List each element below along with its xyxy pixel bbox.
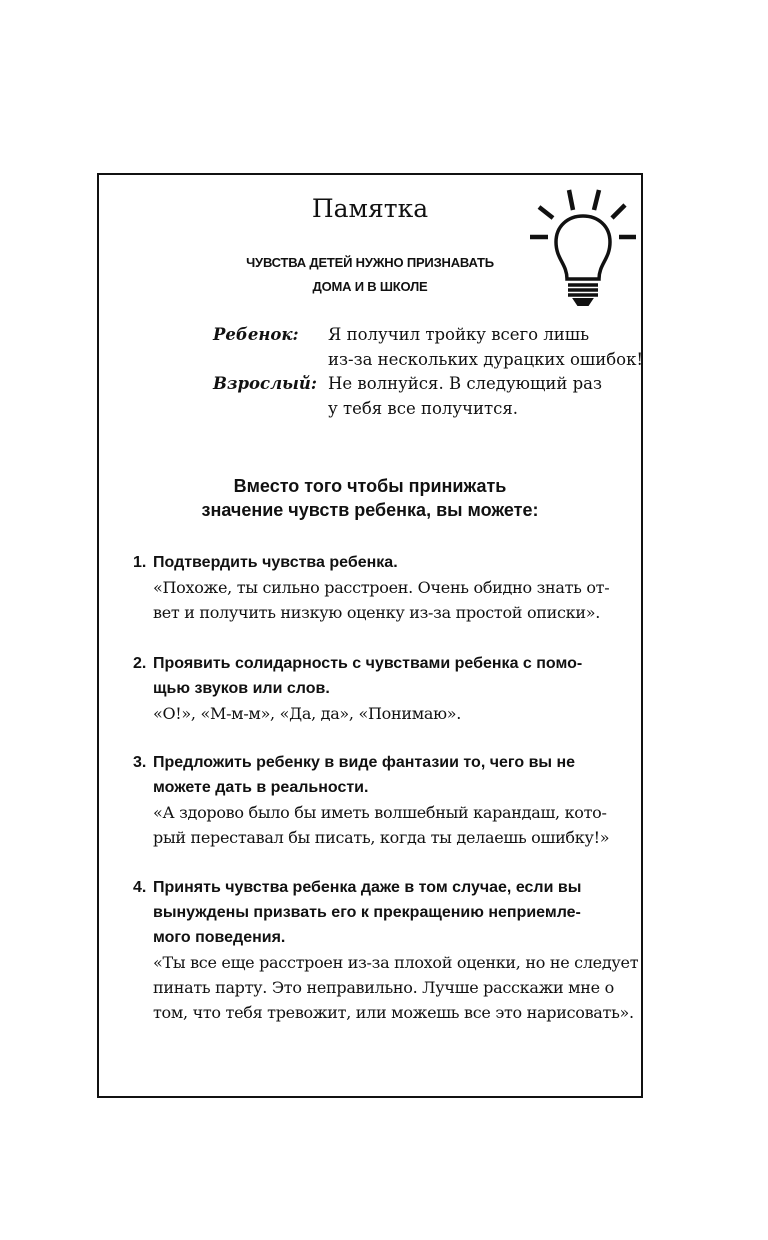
subtitle-line: ДОМА И В ШКОЛЕ bbox=[312, 279, 428, 294]
item-quote: «Ты все еще расстроен из-за плохой оценки, но не следует bbox=[153, 953, 639, 972]
item-number: 1. bbox=[133, 554, 147, 571]
subtitle-line: ЧУВСТВА ДЕТЕЙ НУЖНО ПРИЗНАВАТЬ bbox=[246, 255, 494, 270]
lightbulb-icon bbox=[522, 184, 646, 308]
item-heading: Предложить ребенку в виде фантазии то, чего вы не bbox=[153, 754, 576, 771]
item-heading: вынуждены призвать его к прекращению неприемле- bbox=[153, 904, 581, 921]
item-quote: «А здорово было бы иметь волшебный карандаш, кото- bbox=[153, 803, 607, 822]
item-heading: Проявить солидарность с чувствами ребенка с помо- bbox=[153, 655, 583, 672]
item-quote: рый переставал бы писать, когда ты делаешь ошибку!» bbox=[153, 828, 610, 847]
item-quote: «О!», «М-м-м», «Да, да», «Понимаю». bbox=[153, 704, 461, 723]
subtitle bbox=[160, 251, 580, 299]
page-title: Памятка bbox=[311, 194, 429, 223]
dialog-line: у тебя все получится. bbox=[328, 398, 519, 418]
section-heading bbox=[97, 474, 643, 522]
dialog-line: Не волнуйся. В следующий раз bbox=[328, 374, 603, 393]
item-quote: пинать парту. Это неправильно. Лучше расскажи мне о bbox=[153, 978, 614, 997]
item-heading: Принять чувства ребенка даже в том случае, если вы bbox=[153, 879, 582, 896]
dialog-example bbox=[0, 323, 768, 423]
dialog-line: Я получил тройку всего лишь bbox=[328, 325, 590, 344]
speaker-label: Ребенок: bbox=[213, 325, 299, 344]
item-heading: мого поведения. bbox=[153, 929, 286, 946]
item-quote: вет и получить низкую оценку из-за простой описки». bbox=[153, 603, 601, 622]
speaker-label: Взрослый: bbox=[213, 374, 318, 393]
item-number: 3. bbox=[133, 754, 147, 771]
item-quote: «Похоже, ты сильно расстроен. Очень обидно знать от- bbox=[153, 578, 610, 597]
heading-line: значение чувств ребенка, вы можете: bbox=[201, 500, 539, 520]
heading-line: Вместо того чтобы принижать bbox=[233, 476, 507, 496]
item-heading: Подтвердить чувства ребенка. bbox=[153, 554, 398, 571]
dialog-line: из-за нескольких дурацких ошибок! bbox=[328, 349, 644, 369]
item-heading: щью звуков или слов. bbox=[153, 680, 330, 697]
item-heading: можете дать в реальности. bbox=[153, 779, 369, 796]
item-quote: том, что тебя тревожит, или можешь все это нарисовать». bbox=[153, 1003, 634, 1022]
item-number: 4. bbox=[133, 879, 147, 896]
item-number: 2. bbox=[133, 655, 147, 672]
